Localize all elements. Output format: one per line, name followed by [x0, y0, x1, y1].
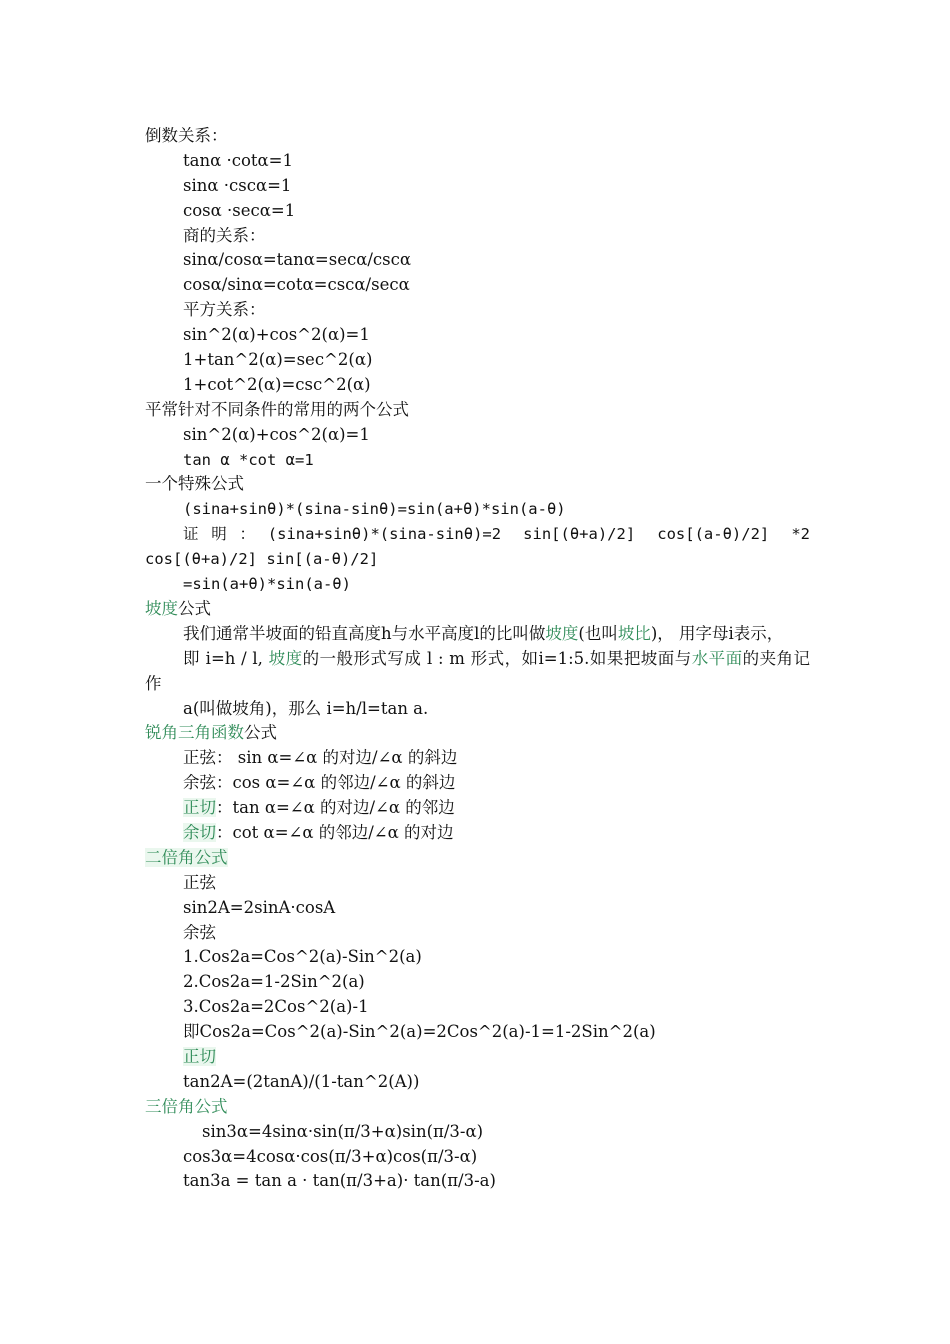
acute-cot-link[interactable]: 余切 — [183, 823, 216, 843]
square-formula-2: 1+tan^2(α)=sec^2(α) — [183, 350, 373, 370]
double-heading — [145, 846, 810, 871]
slope-paragraph-2 — [145, 647, 810, 697]
slope-p2-text-c: 的夹角记作 — [145, 648, 811, 693]
triple-heading-link[interactable]: 三倍角公式 — [145, 1096, 228, 1116]
slope-p1-text-a: 我们通常半坡面的铅直高度h与水平高度l的比叫做 — [183, 623, 546, 643]
reciprocal-heading: 倒数关系： — [145, 126, 228, 145]
special-formula: (sina+sinθ)*(sina-sinθ)=sin(a+θ)*sin(a-θ) — [183, 500, 566, 519]
slope-p2-text-a: 即 i=h / l, — [183, 648, 269, 668]
special-proof: 证明：(sina+sinθ)*(sina-sinθ)=2 sin[(θ+a)/2] cos[(a-θ)/2] *2 cos[(θ+a)/2] sin[(a-θ)/2] — [145, 525, 810, 569]
double-cosine-formula-1: 1.Cos2a=Cos^2(a)-Sin^2(a) — [183, 947, 422, 967]
acute-sine: 正弦： sin α=∠α 的对边/∠α 的斜边 — [183, 748, 458, 768]
square-formula-3: 1+cot^2(α)=csc^2(α) — [183, 374, 371, 394]
slope-p2-link-2[interactable]: 水平面 — [691, 648, 743, 668]
slope-heading-rest: 公式 — [178, 598, 211, 618]
special-result: =sin(a+θ)*sin(a-θ) — [183, 575, 351, 594]
triple-cosine-formula: cos3α=4cosα·cos(π/3+α)cos(π/3-α) — [183, 1146, 478, 1166]
acute-cosine: 余弦：cos α=∠α 的邻边/∠α 的斜边 — [183, 773, 456, 793]
slope-p1-link-1[interactable]: 坡度 — [545, 623, 579, 643]
slope-paragraph-1 — [145, 622, 810, 647]
slope-link[interactable]: 坡度 — [145, 598, 178, 618]
double-cosine-label: 余弦 — [183, 922, 216, 942]
acute-heading-rest: 公式 — [244, 723, 277, 743]
double-cosine-formula-2: 2.Cos2a=1-2Sin^2(a) — [183, 972, 365, 992]
acute-tan-link[interactable]: 正切 — [183, 798, 216, 818]
double-heading-link[interactable]: 二倍角公式 — [145, 847, 228, 867]
square-formula-1: sin^2(α)+cos^2(α)=1 — [183, 325, 370, 345]
quotient-formula-1: sinα/cosα=tanα=secα/cscα — [183, 250, 412, 270]
square-heading: 平方关系： — [183, 300, 266, 320]
double-cosine-summary: 即Cos2a=Cos^2(a)-Sin^2(a)=2Cos^2(a)-1=1-2Sin^2(a) — [183, 1022, 656, 1042]
acute-tangent — [145, 796, 810, 821]
double-sine-formula: sin2A=2sinA·cosA — [183, 897, 336, 917]
double-tangent-label — [145, 1045, 810, 1070]
double-tangent-formula: tan2A=(2tanA)/(1-tan^2(A)) — [183, 1071, 420, 1091]
quotient-formula-2: cosα/sinα=cotα=cscα/secα — [183, 275, 410, 295]
common-formula-2: tan α *cot α=1 — [183, 450, 314, 469]
triple-heading — [145, 1095, 810, 1120]
reciprocal-formula-cos-sec: cosα ·secα=1 — [183, 200, 296, 220]
slope-p2-text-b: 的一般形式写成 l : m 形式，如i=1:5.如果把坡面与 — [302, 648, 692, 668]
special-heading: 一个特殊公式 — [145, 474, 244, 494]
common-heading: 平常针对不同条件的常用的两个公式 — [145, 399, 409, 419]
double-sine-label: 正弦 — [183, 872, 216, 892]
document-body — [145, 124, 810, 1194]
acute-cot-rest: ：cot α=∠α 的邻边/∠α 的对边 — [216, 823, 454, 843]
quotient-heading: 商的关系： — [183, 225, 266, 245]
slope-p1-text-c: )， 用字母i表示， — [650, 623, 784, 643]
slope-p1-link-2[interactable]: 坡比 — [617, 623, 651, 643]
reciprocal-formula-tan-cot: tanα ·cotα=1 — [183, 150, 293, 170]
double-tangent-link[interactable]: 正切 — [183, 1047, 216, 1067]
acute-link[interactable]: 锐角三角函数 — [145, 723, 244, 743]
double-cosine-formula-3: 3.Cos2a=2Cos^2(a)-1 — [183, 997, 369, 1017]
common-formula-1: sin^2(α)+cos^2(α)=1 — [183, 424, 370, 444]
slope-heading — [145, 597, 810, 622]
acute-heading — [145, 721, 810, 746]
slope-paragraph-3: a(叫做坡角)，那么 i=h/l=tan a. — [183, 698, 429, 718]
slope-p2-link-1[interactable]: 坡度 — [268, 648, 303, 668]
reciprocal-formula-sin-csc: sinα ·cscα=1 — [183, 175, 292, 195]
triple-tangent-formula: tan3a = tan a · tan(π/3+a)· tan(π/3-a) — [183, 1171, 496, 1191]
acute-cotangent — [145, 821, 810, 846]
acute-tan-rest: ：tan α=∠α 的对边/∠α 的邻边 — [216, 798, 455, 818]
slope-p1-text-b: (也叫 — [578, 623, 618, 643]
triple-sine-formula: sin3α=4sinα·sin(π/3+α)sin(π/3-α) — [202, 1121, 484, 1141]
